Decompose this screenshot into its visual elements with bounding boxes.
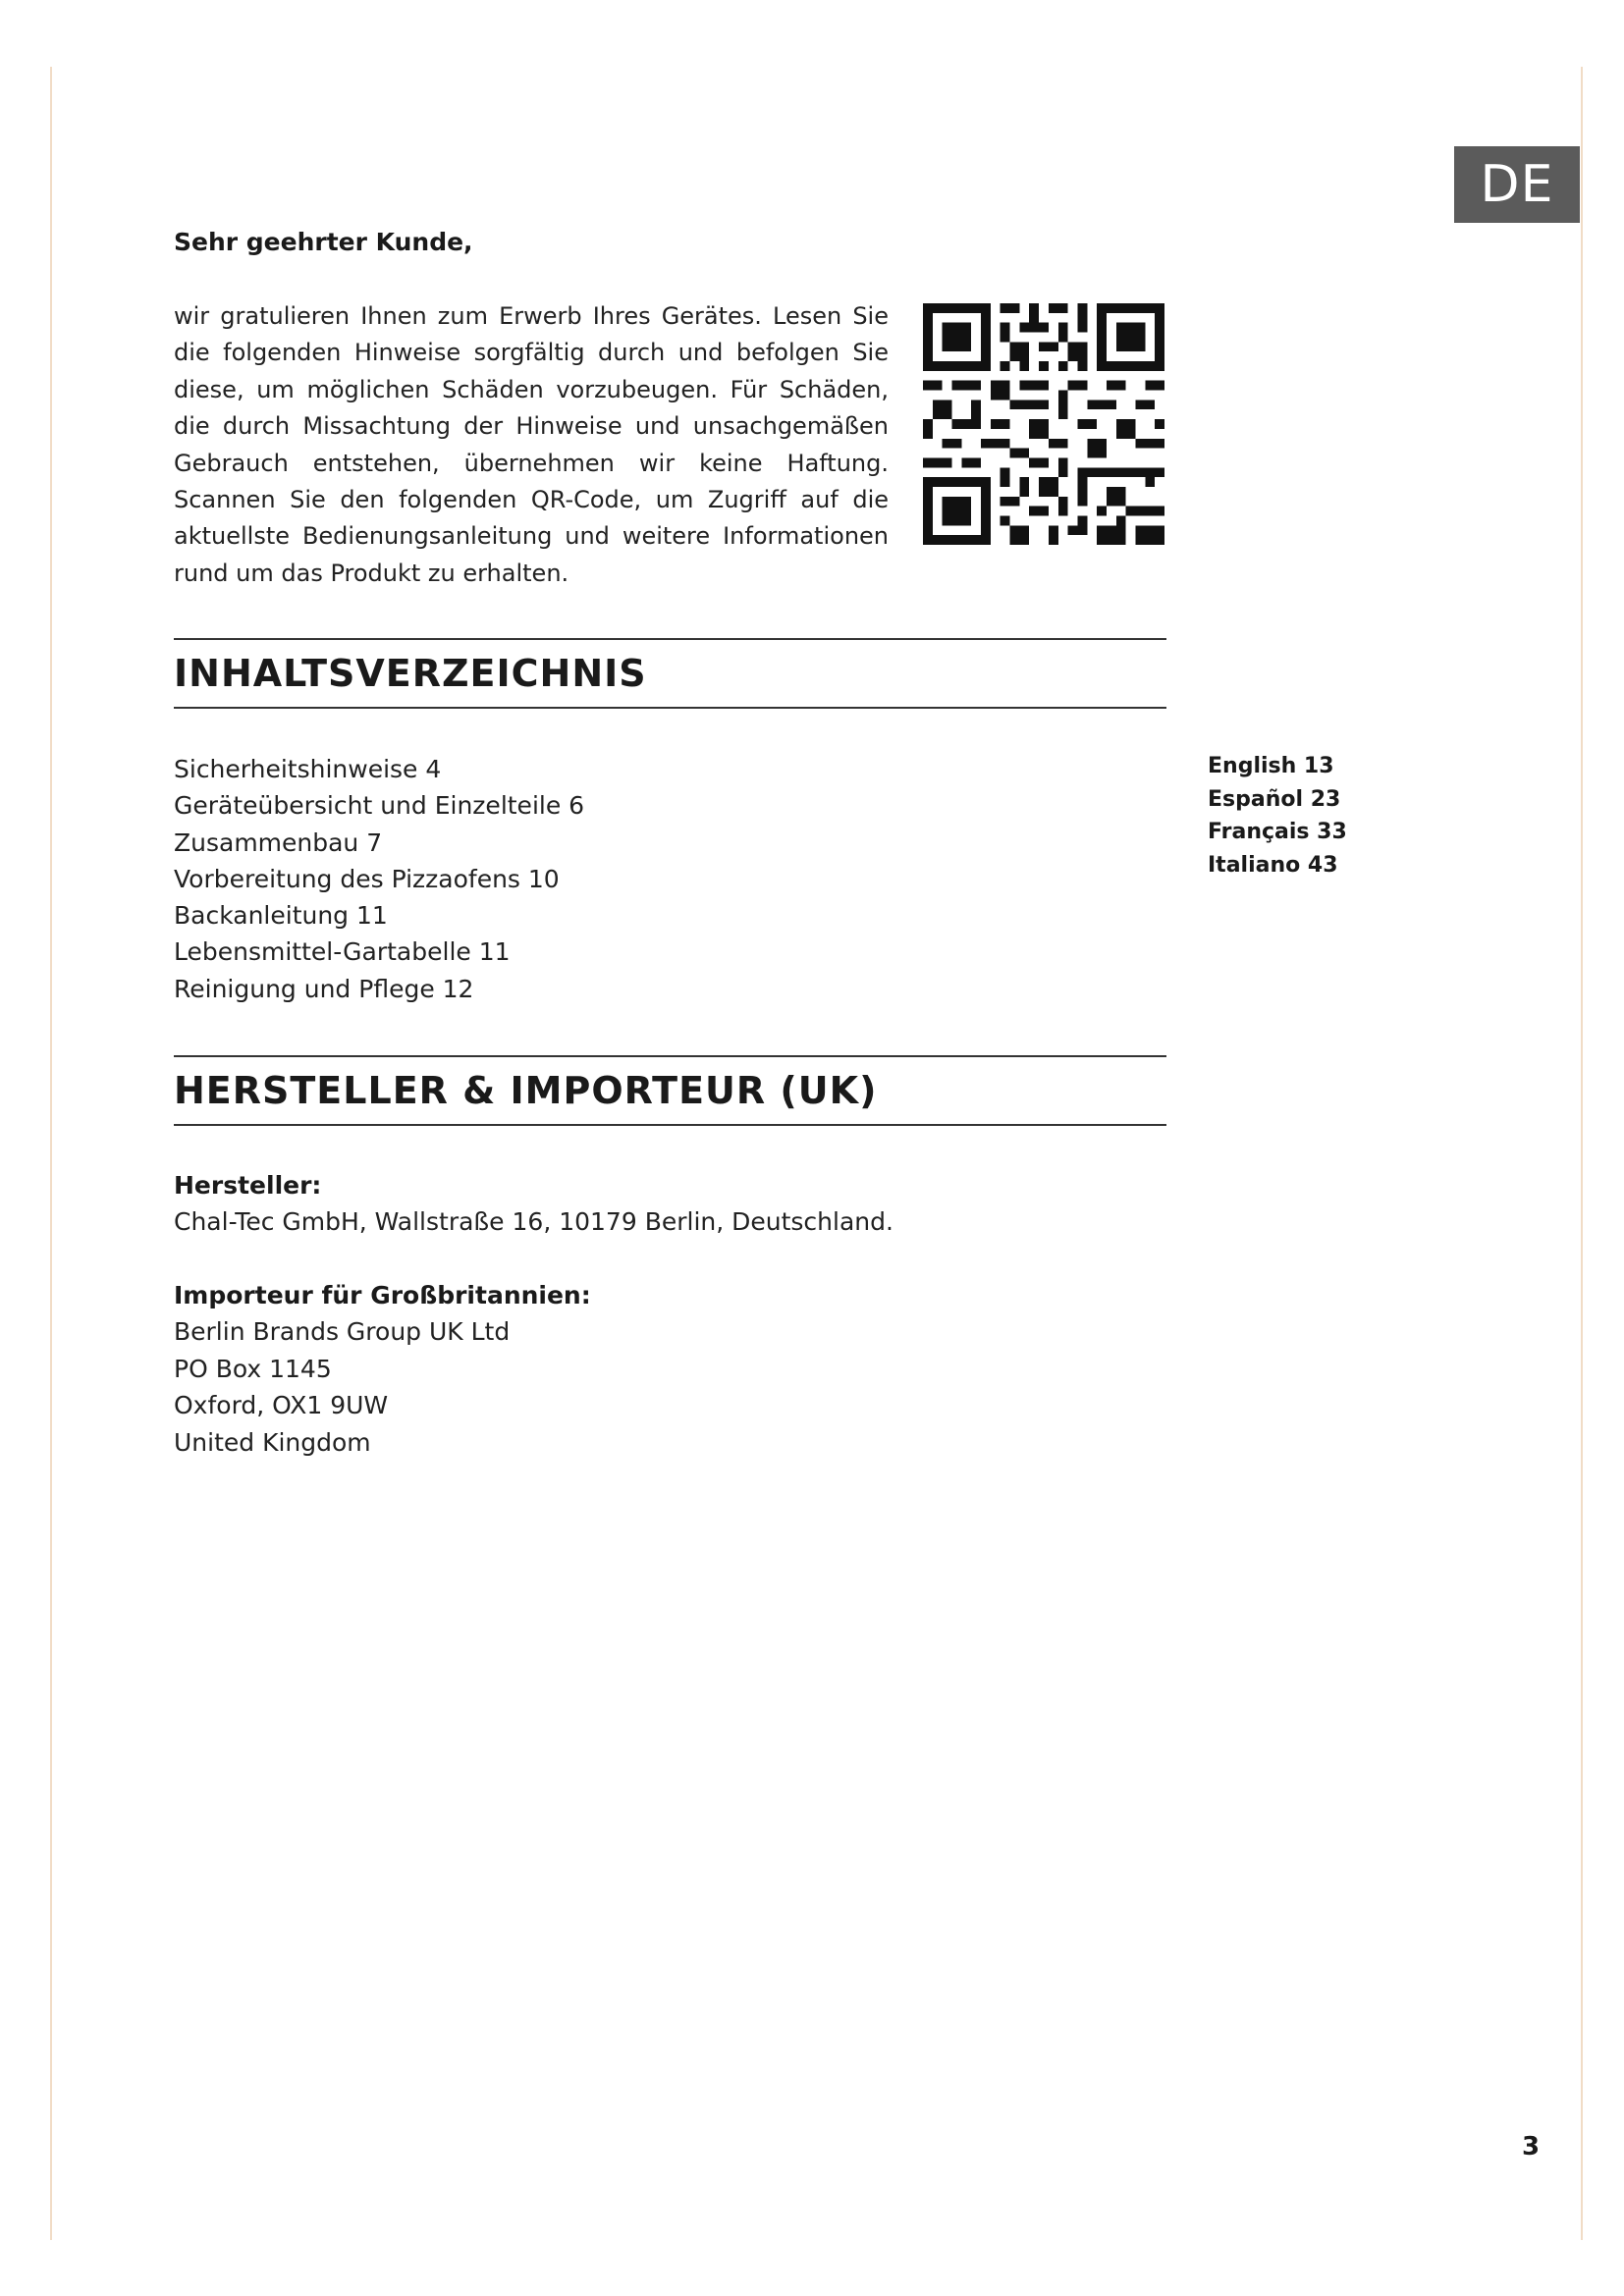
importer-address-line: Oxford, OX1 9UW xyxy=(174,1391,389,1420)
other-languages-list xyxy=(1208,750,1347,881)
language-link-italiano[interactable]: Italiano 43 xyxy=(1208,852,1338,878)
manufacturer-label: Hersteller: xyxy=(174,1171,322,1200)
manufacturer-bottom-rule xyxy=(174,1124,1166,1126)
toc-title: INHALTSVERZEICHNIS xyxy=(174,652,647,695)
importer-address-line: United Kingdom xyxy=(174,1427,371,1457)
toc-top-rule xyxy=(174,638,1166,640)
language-link-espanol[interactable]: Español 23 xyxy=(1208,786,1341,812)
toc-item[interactable]: Vorbereitung des Pizzaofens 10 xyxy=(174,864,560,893)
language-link-english[interactable]: English 13 xyxy=(1208,754,1334,778)
toc-item[interactable]: Reinigung und Pflege 12 xyxy=(174,974,474,1003)
toc-item[interactable]: Geräteübersicht und Einzelteile 6 xyxy=(174,791,585,821)
toc-bottom-rule xyxy=(174,707,1166,709)
importer-address-line: Berlin Brands Group UK Ltd xyxy=(174,1317,511,1347)
manufacturer-title: HERSTELLER & IMPORTEUR (UK) xyxy=(174,1069,878,1112)
language-link-francais[interactable]: Français 33 xyxy=(1208,820,1347,844)
toc-item[interactable]: Lebensmittel-Gartabelle 11 xyxy=(174,937,511,967)
manufacturer-top-rule xyxy=(174,1055,1166,1057)
toc-item[interactable]: Backanleitung 11 xyxy=(174,901,388,931)
table-of-contents xyxy=(174,751,584,1007)
toc-item[interactable]: Sicherheitshinweise 4 xyxy=(174,755,442,783)
greeting: Sehr geehrter Kunde, xyxy=(174,228,473,256)
qr-code[interactable] xyxy=(923,303,1164,545)
importer-block xyxy=(174,1277,591,1461)
importer-label: Importeur für Großbritannien: xyxy=(174,1281,591,1309)
left-margin-line xyxy=(50,67,52,2240)
importer-address-line: PO Box 1145 xyxy=(174,1354,332,1383)
toc-item[interactable]: Zusammenbau 7 xyxy=(174,828,383,857)
right-margin-line xyxy=(1581,67,1583,2240)
page-number: 3 xyxy=(1522,2132,1541,2162)
manufacturer-address: Chal-Tec GmbH, Wallstraße 16, 10179 Berlin, Deutschland. xyxy=(174,1207,893,1237)
language-tab: DE xyxy=(1454,146,1580,223)
manufacturer-block xyxy=(174,1167,893,1241)
intro-paragraph: wir gratulieren Ihnen zum Erwerb Ihres Gerätes. Lesen Sie die folgenden Hinweise sorgfältig durch und befolgen Sie diese, um möglichen Schäden vorzubeugen. Für Schäden, die durch Missachtung der Hinweise und unsachgemäßen Gebrauch entstehen, übernehmen wir keine Haftung. Scannen Sie den folgenden QR-Code, um Zugriff auf die aktuellste Bedienungsanleitung und weitere Informationen rund um das Produkt zu erhalten. xyxy=(174,302,889,587)
